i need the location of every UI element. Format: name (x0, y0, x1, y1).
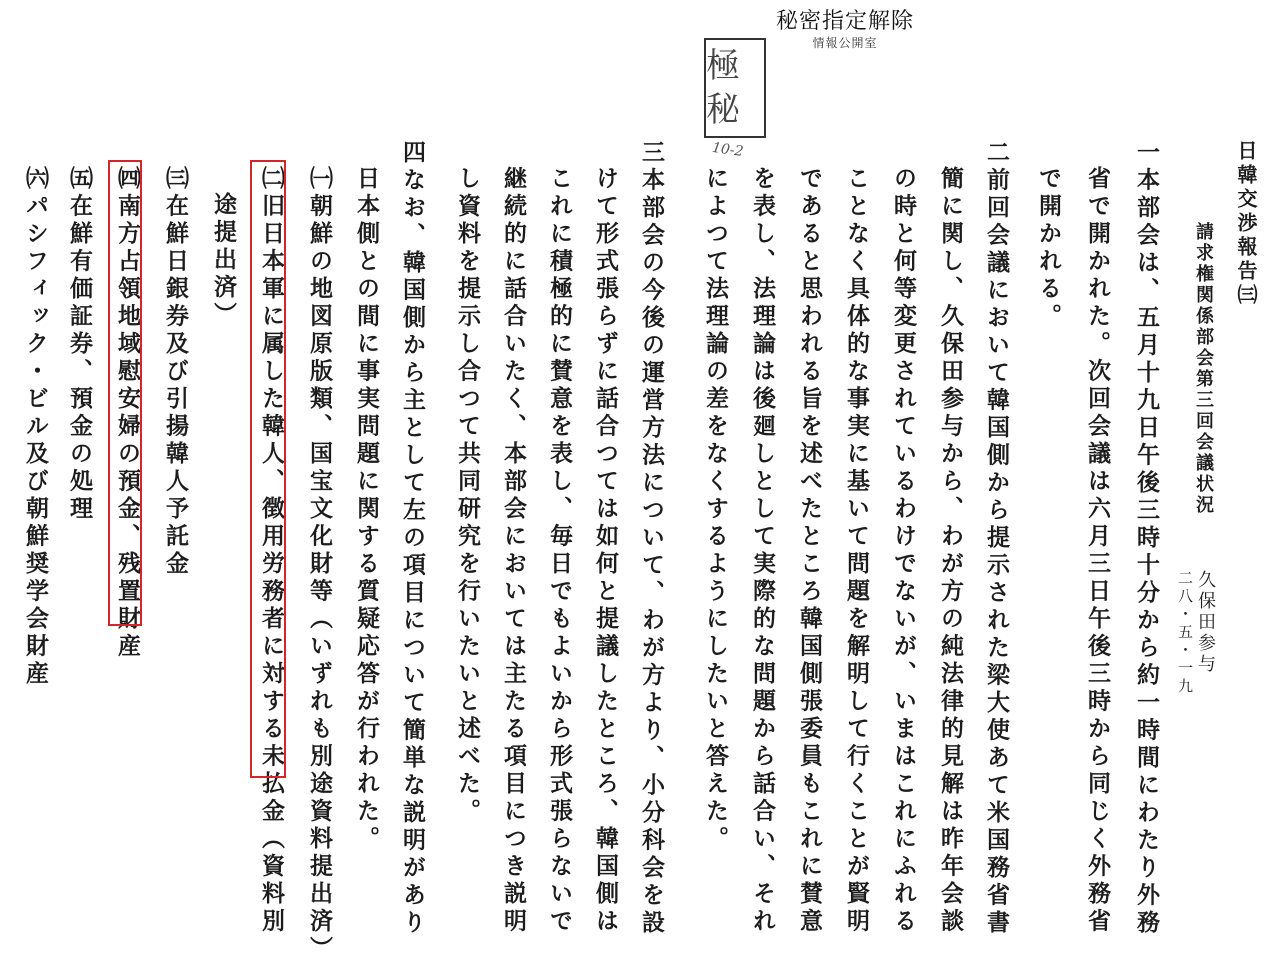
document-subtitle: 請求権関係部会第三回会議状況 (1193, 222, 1214, 516)
item-3: ㈢在鮮日銀券及び引揚韓人予託金 (162, 166, 189, 579)
body-column-14: 継続的に話合いたく、本部会においては主たる項目につき説明 (500, 166, 527, 936)
author: 久保田参与 (1195, 570, 1216, 675)
body-column-1: 一本部会は、五月十九日午後三時十分から約一時間にわたり外務 (1133, 140, 1160, 938)
document-title: 日韓交渉報告㈢ (1234, 140, 1258, 308)
handwritten-note: 10-2 (711, 139, 745, 161)
stamp-text: 極秘 (706, 46, 740, 130)
highlight-box-item-2 (250, 160, 286, 778)
body-column-15: し資料を提示し合つて共同研究を行いたいと述べた。 (454, 166, 481, 826)
body-column-13: これに積極的に賛意を表し、毎日でもよいから形式張らないで (546, 166, 573, 936)
top-secret-stamp (704, 38, 766, 138)
body-column-6: の時と何等変更されているわけでないが、いまはこれにふれる (890, 166, 917, 936)
body-column-5: 簡に関し、久保田参与から、わが方の純法律的見解は昨年会談 (937, 166, 964, 936)
body-column-11: 三本部会の今後の運営方法について、わが方より、小分科会を設 (638, 140, 665, 938)
body-column-3: で開かれる。 (1035, 166, 1062, 331)
item-2-continued: 途提出済） (210, 192, 237, 330)
body-column-9: を表し、法理論は後廻しとして実際的な問題から話合い、それ (749, 166, 776, 936)
body-column-12: けて形式張らずに話合つては如何と提議したところ、韓国側は (592, 166, 619, 936)
body-column-10: によつて法理論の差をなくするようにしたいと答えた。 (702, 166, 729, 854)
body-column-17: 日本側との間に事実問題に関する質疑応答が行われた。 (353, 166, 380, 854)
document-date: 二八・五・一九 (1176, 570, 1194, 696)
body-column-2: 省で開かれた。次回会議は六月三日午後三時から同じく外務省 (1084, 166, 1111, 936)
item-5: ㈤在鮮有価証券、預金の処理 (66, 166, 93, 524)
item-2: ㈡旧日本軍に属した韓人、徴用労務者に対する未払金（資料別 (258, 166, 285, 936)
body-column-7: ことなく具体的な事実に基いて問題を解明して行くことが賢明 (843, 166, 870, 936)
highlight-box-item-4 (108, 160, 142, 626)
body-column-8: であると思われる旨を述べたところ韓国側張委員もこれに賛意 (796, 166, 823, 936)
declassified-title: 秘密指定解除 (775, 9, 914, 34)
body-column-16: 四なお、韓国側から主として左の項目について簡単な説明があり (399, 140, 426, 938)
item-1: ㈠朝鮮の地図原版類、国宝文化財等（いずれも別途資料提出済） (306, 166, 333, 964)
body-column-4: 二前回会議において韓国側から提示された梁大使あて米国務省書 (983, 140, 1010, 938)
information-disclosure-office-label: 情報公開室 (812, 36, 878, 50)
item-4: ㈣南方占領地域慰安婦の預金、残置財産 (114, 166, 141, 661)
item-6: ㈥パシフィック・ビル及び朝鮮奨学会財産 (22, 166, 49, 689)
